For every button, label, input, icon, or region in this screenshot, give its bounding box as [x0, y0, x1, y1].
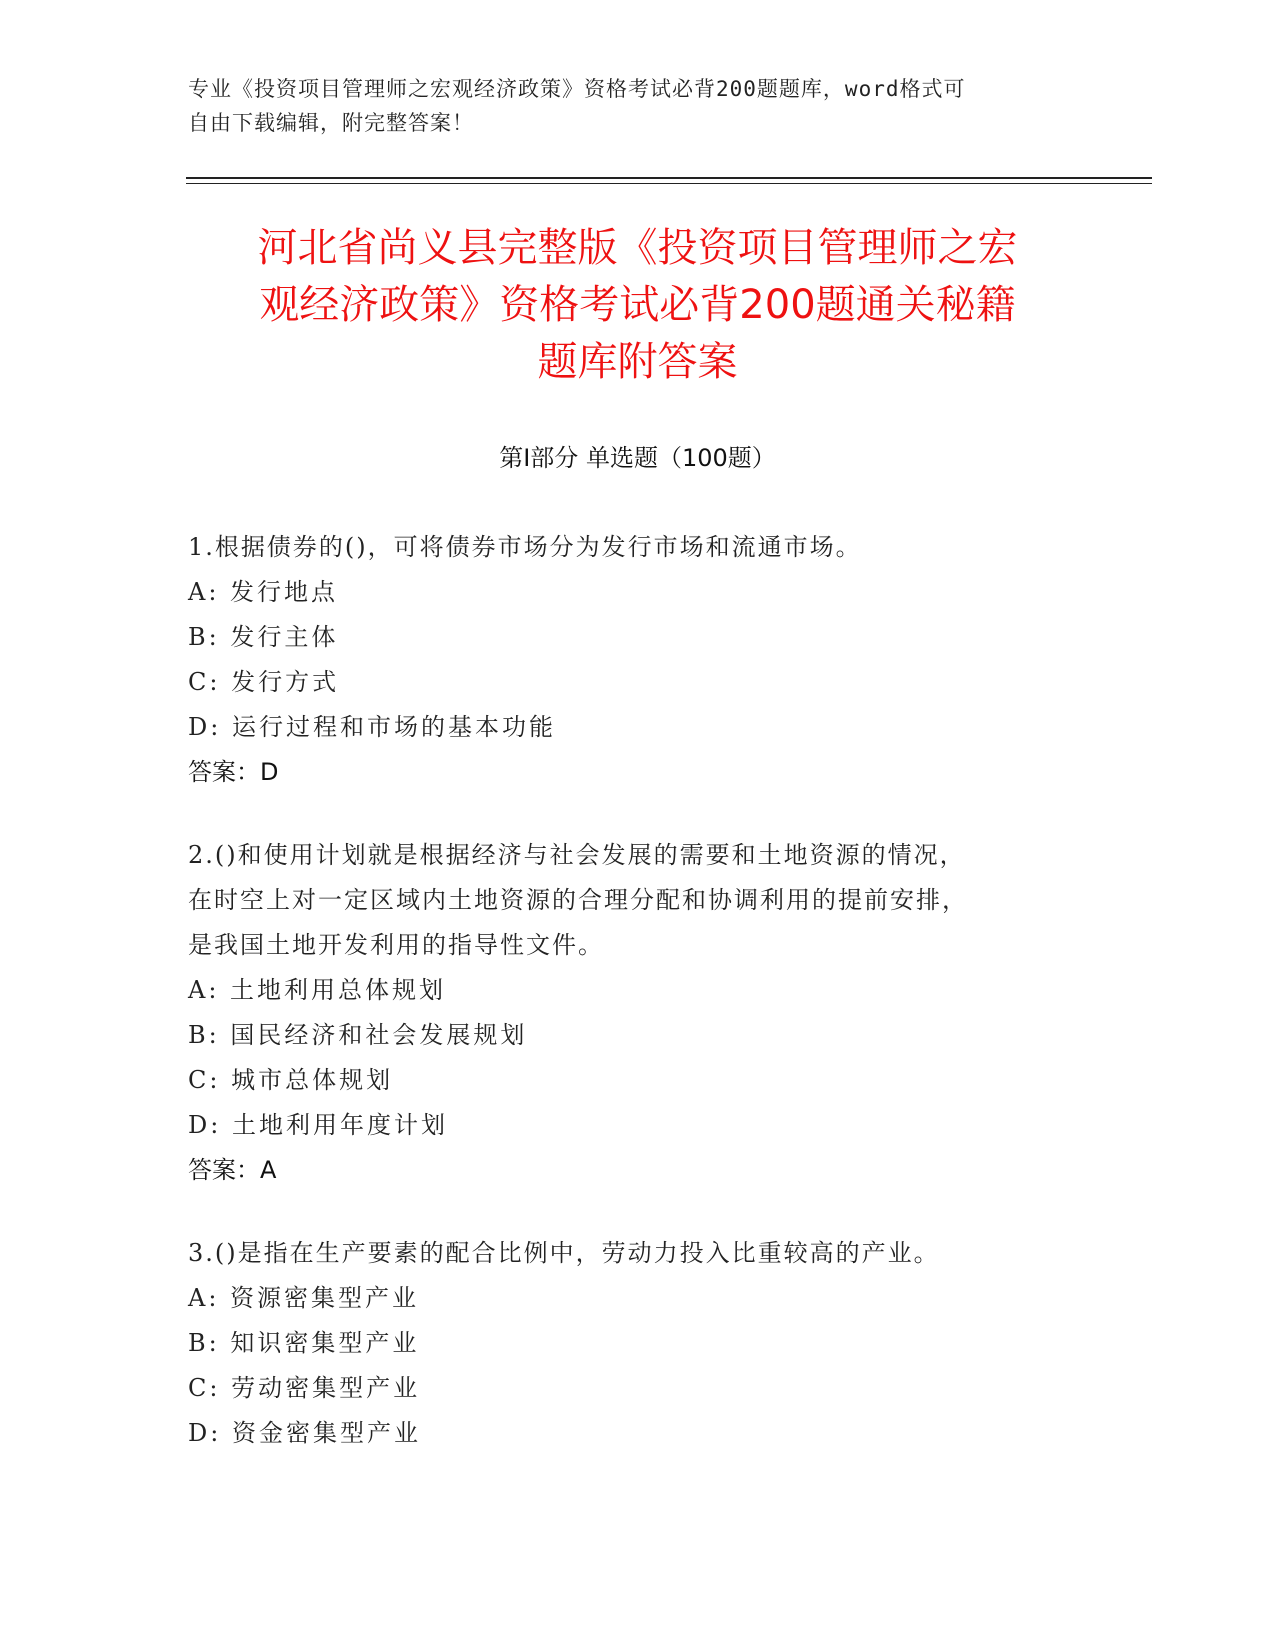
question-list: [188, 525, 1068, 1494]
document-title: [150, 220, 1125, 391]
answer-line: 答案：D: [188, 758, 279, 786]
header-divider: [186, 177, 1152, 179]
header-divider-thin: [186, 183, 1152, 184]
option-c: C: 劳动密集型产业: [188, 1374, 421, 1402]
document-title-line: 河北省尚义县完整版《投资项目管理师之宏: [257, 225, 1018, 271]
document-title-line: 题库附答案: [537, 339, 738, 385]
question-item: [188, 1231, 1068, 1456]
header-note-line: 自由下载编辑，附完整答案！: [188, 111, 474, 135]
option-a: A: 发行地点: [188, 578, 339, 606]
section-heading: 第Ⅰ部分 单选题（100题）: [499, 444, 776, 472]
question-stem: 1.根据债券的()，可将债券市场分为发行市场和流通市场。: [188, 533, 862, 561]
question-item: [188, 833, 1068, 1193]
option-d: D: 运行过程和市场的基本功能: [188, 713, 556, 741]
option-d: D: 资金密集型产业: [188, 1419, 421, 1447]
option-b: B: 发行主体: [188, 623, 339, 651]
option-a: A: 资源密集型产业: [188, 1284, 420, 1312]
option-a: A: 土地利用总体规划: [188, 976, 447, 1004]
header-note: [188, 72, 1088, 140]
option-d: D: 土地利用年度计划: [188, 1111, 448, 1139]
question-stem: 是我国土地开发利用的指导性文件。: [188, 931, 604, 959]
header-note-line: 专业《投资项目管理师之宏观经济政策》资格考试必背200题题库，word格式可: [188, 77, 966, 101]
question-stem: 3.()是指在生产要素的配合比例中，劳动力投入比重较高的产业。: [188, 1239, 940, 1267]
question-item: [188, 525, 1068, 795]
option-b: B: 国民经济和社会发展规划: [188, 1021, 528, 1049]
answer-line: 答案：A: [188, 1156, 277, 1184]
option-b: B: 知识密集型产业: [188, 1329, 420, 1357]
option-c: C: 发行方式: [188, 668, 340, 696]
document-title-line: 观经济政策》资格考试必背200题通关秘籍: [259, 282, 1016, 328]
question-stem: 2.()和使用计划就是根据经济与社会发展的需要和土地资源的情况，: [188, 841, 966, 869]
option-c: C: 城市总体规划: [188, 1066, 394, 1094]
question-stem: 在时空上对一定区域内土地资源的合理分配和协调利用的提前安排，: [188, 886, 968, 914]
